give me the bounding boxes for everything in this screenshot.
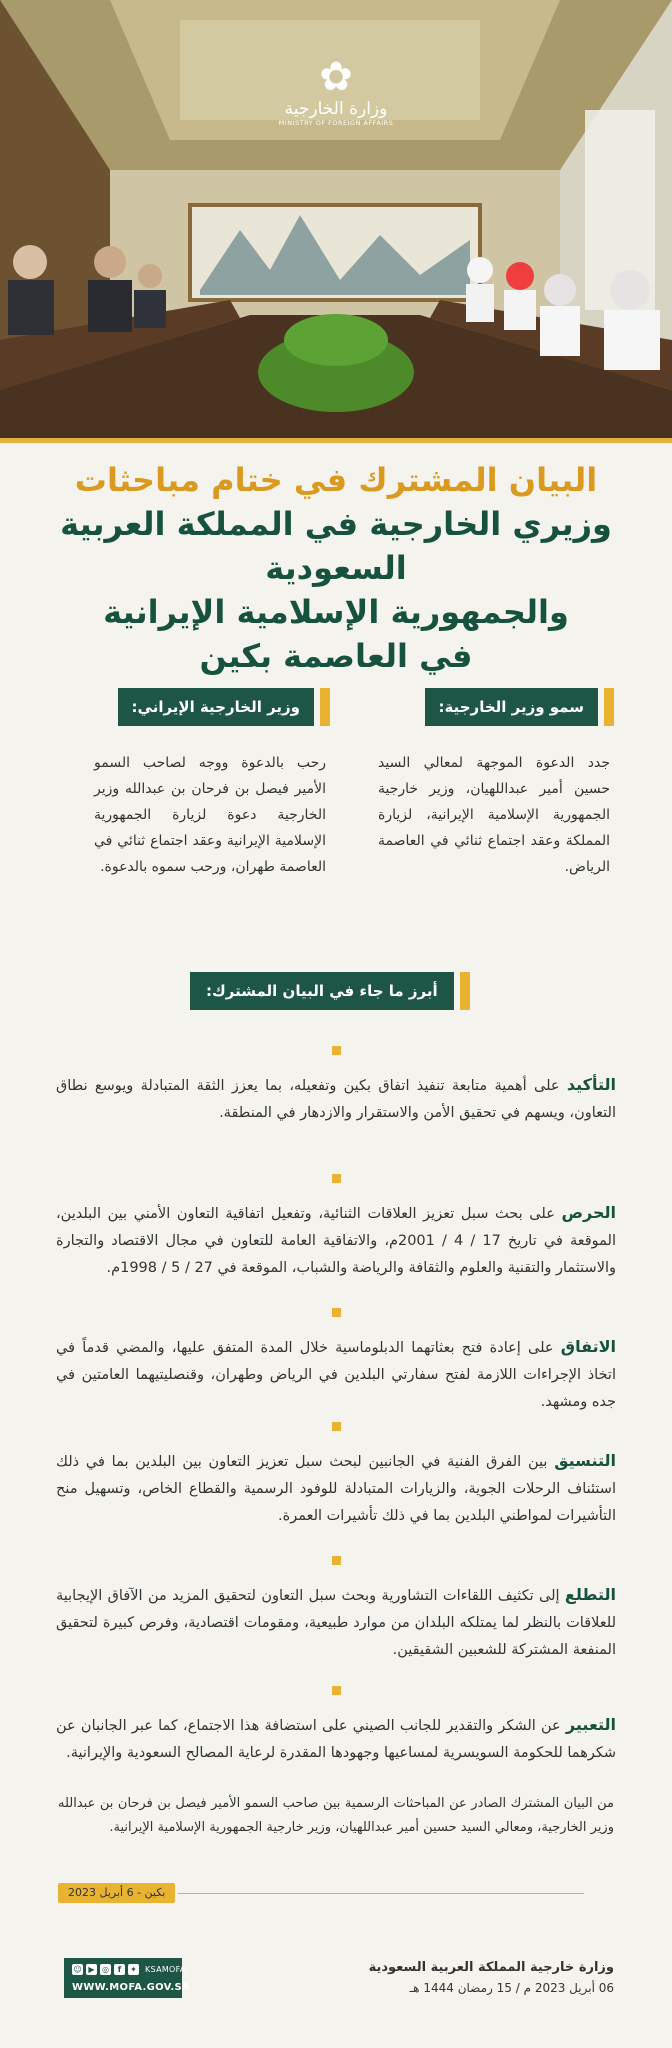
footer-date: 06 أبريل 2023 م / 15 رمضان 1444 هـ [409, 1981, 614, 1995]
highlight-lead: التنسيق [554, 1451, 616, 1470]
highlight-item [56, 1556, 616, 1664]
gold-rule [178, 1893, 584, 1894]
title-line-4: في العاصمة بكين [199, 637, 473, 675]
highlight-lead: التطلع [564, 1585, 616, 1604]
footer-info [314, 1958, 614, 1998]
highlight-text: على إعادة فتح بعثاتهما الدبلوماسية خلال المدة المتفق عليها، والمضي قدماً في اتخاذ الإجراءات اللازمة لفتح سفارتي البلدين في الرياض وطهران، وقنصليتيهما العامتين في جده ومشهد. [56, 1340, 616, 1410]
highlight-item [56, 1422, 616, 1530]
iranian-minister-section [90, 688, 330, 880]
accent-square [320, 688, 330, 726]
date-tag: بكين - 6 أبريل 2023 [58, 1883, 175, 1903]
page-title [0, 458, 672, 678]
bullet-square [332, 1556, 341, 1565]
accent-square [460, 972, 470, 1010]
highlight-lead: التأكيد [566, 1075, 616, 1094]
website-link[interactable]: WWW.MOFA.GOV.SA [72, 1982, 191, 1993]
contact-box [64, 1958, 191, 1998]
highlight-item [56, 1308, 616, 1416]
iranian-minister-heading-box [90, 688, 330, 726]
highlight-item [56, 1174, 616, 1282]
bullet-square [332, 1422, 341, 1431]
bullet-square [332, 1174, 341, 1183]
iranian-minister-text: رحب بالدعوة ووجه لصاحب السمو الأمير فيصل بن فرحان بن عبدالله وزير الخارجية دعوة لزيارة الجمهورية الإسلامية الإيرانية وعقد اجتماع ثنائي في العاصمة طهران، ورحب سموه بالدعوة. [94, 755, 326, 875]
iranian-minister-heading: وزير الخارجية الإيراني: [118, 688, 314, 726]
social-handle: KSAMOFA [145, 1965, 186, 1974]
bullet-square [332, 1308, 341, 1317]
snapchat-icon[interactable]: ☺ [73, 1965, 82, 1974]
highlight-text: عن الشكر والتقدير للجانب الصيني على استضافة هذا الاجتماع، كما عبر الجانبان عن شكرهما للحكومة السويسرية لمساعيها وجهودها المقدرة لرعاية المصالح السعودية والإيرانية. [56, 1718, 616, 1761]
saudi-emblem-icon: ✿ [319, 54, 353, 100]
instagram-icon[interactable]: ◎ [100, 1964, 111, 1975]
highlights-heading-box [190, 972, 470, 1010]
highlight-lead: التعبير [565, 1715, 616, 1734]
ministry-logo [272, 55, 400, 127]
title-line-1: البيان المشترك في ختام مباحثات [74, 461, 598, 499]
title-line-3: والجمهورية الإسلامية الإيرانية [103, 593, 569, 631]
highlight-text: على أهمية متابعة تنفيذ اتفاق بكين وتفعيله، بما يعزز الثقة المتبادلة ويوسع نطاق التعاون، ويسهم في تحقيق الأمن والاستقرار والازدهار في المنطقة. [56, 1078, 616, 1121]
source-paragraph: من البيان المشترك الصادر عن المباحثات الرسمية بين صاحب السمو الأمير فيصل بن فرحان بن عبدالله وزير الخارجية، ومعالي السيد حسين أمير عبداللهيان، وزير خارجية الجمهورية الإسلامية الإيرانية. [58, 1796, 614, 1835]
bullet-square [332, 1686, 341, 1695]
accent-square [604, 688, 614, 726]
ministry-name-ar: وزارة الخارجية [284, 99, 388, 119]
highlight-text: إلى تكثيف اللقاءات التشاورية وبحث سبل التعاون لتحقيق المزيد من الآفاق الإيجابية للعلاقات بالنظر لما يمتلكه البلدان من موارد طبيعية، ومقومات اقتصادية، وفرص كبيرة لتحقيق المنفعة المشتركة للشعبين الشقيقين. [56, 1588, 616, 1658]
saudi-minister-section [374, 688, 614, 880]
highlight-lead: الحرص [561, 1203, 616, 1222]
saudi-minister-heading: سمو وزير الخارجية: [425, 688, 598, 726]
footer-org: وزارة خارجية المملكة العربية السعودية [368, 1960, 614, 1975]
ministry-name-en: MINISTRY OF FOREIGN AFFAIRS [278, 119, 394, 127]
twitter-icon[interactable]: ✦ [128, 1964, 139, 1975]
facebook-icon[interactable]: f [114, 1964, 125, 1975]
highlight-lead: الاتفاق [560, 1337, 616, 1356]
bullet-square [332, 1046, 341, 1055]
divider-bar [0, 438, 672, 443]
highlight-item [56, 1686, 616, 1767]
source-date-row [58, 1883, 614, 1905]
saudi-minister-heading-box [374, 688, 614, 726]
highlight-item [56, 1046, 616, 1127]
highlight-text: على بحث سبل تعزيز العلاقات الثنائية، وتفعيل اتفاقية التعاون الأمني بين البلدين، الموقعة في تاريخ 17 / 4 / 2001م، والاتفاقية العامة للتعاون في مجال الاقتصاد والتجارة والاستثمار والتقنية والعلوم والثقافة والرياضة والشباب، الموقعة في 27 / 5 / 1998م. [56, 1206, 617, 1276]
highlight-text: بين الفرق الفنية في الجانبين لبحث سبل تعزيز التعاون بين البلدين بما في ذلك استئناف الرحلات الجوية، والزيارات المتبادلة للوفود الرسمية والقطاع الخاص، وتسهيل منح التأشيرات لمواطني البلدين بما في ذلك تأشيرات العمرة. [56, 1454, 616, 1524]
hero-photo [0, 0, 672, 438]
social-icons [72, 1964, 186, 1975]
saudi-minister-text: جدد الدعوة الموجهة لمعالي السيد حسين أمير عبداللهيان، وزير خارجية الجمهورية الإسلامية الإيرانية، لزيارة المملكة وعقد اجتماع ثنائي في العاصمة الرياض. [378, 755, 610, 875]
highlights-heading: أبرز ما جاء في البيان المشترك: [190, 972, 454, 1010]
title-line-2: وزيري الخارجية في المملكة العربية السعودية [60, 505, 612, 587]
youtube-icon[interactable]: ▶ [86, 1964, 97, 1975]
